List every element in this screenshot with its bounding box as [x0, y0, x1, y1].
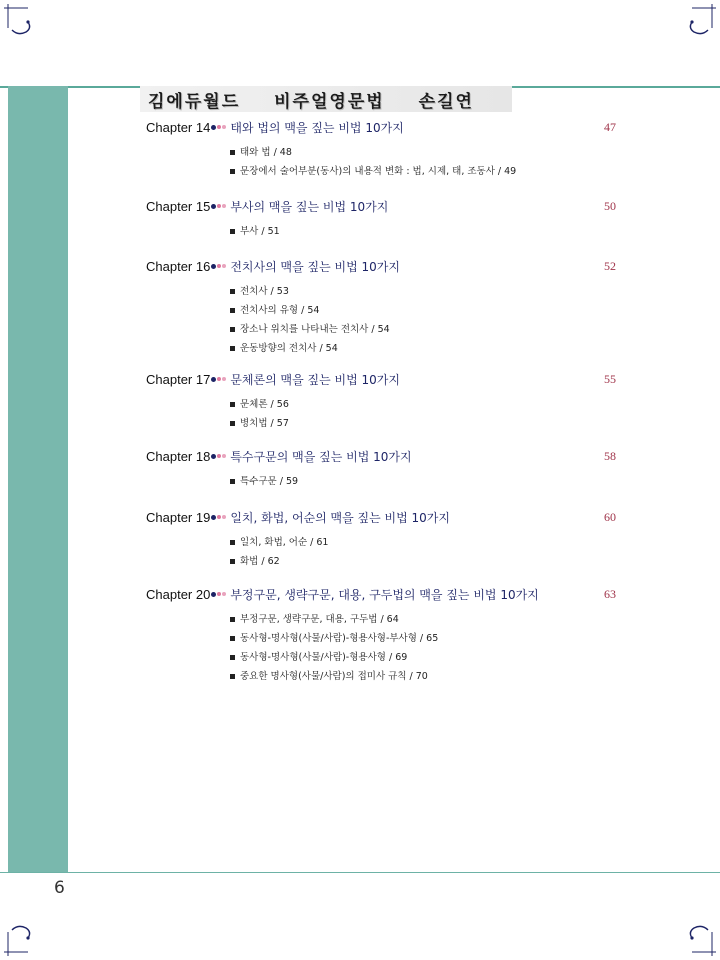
toc-item[interactable]: 부정구문, 생략구문, 대용, 구두법 / 64: [230, 610, 616, 629]
bullet-dots-icon: [211, 125, 227, 130]
corner-ornament-bottom-right: [678, 918, 718, 958]
chapter-page-number: 55: [604, 372, 616, 386]
square-bullet-icon: [230, 150, 235, 155]
bullet-dots-icon: [211, 515, 227, 520]
chapter-title[interactable]: 일치, 화법, 어순의 맥을 짚는 비법 10가지: [230, 510, 450, 525]
square-bullet-icon: [230, 617, 235, 622]
chapter-15: [146, 197, 616, 241]
square-bullet-icon: [230, 308, 235, 313]
chapter-20: [146, 585, 616, 686]
page-number: 6: [54, 878, 65, 898]
toc-item[interactable]: 일치, 화법, 어순 / 61: [230, 533, 616, 552]
square-bullet-icon: [230, 674, 235, 679]
bullet-dots-icon: [211, 264, 227, 269]
chapter-page-number: 63: [604, 587, 616, 601]
chapter-label: Chapter 19: [146, 509, 211, 525]
chapter-18: [146, 447, 616, 491]
bottom-rule: [0, 872, 720, 873]
square-bullet-icon: [230, 540, 235, 545]
chapter-title[interactable]: 부정구문, 생략구문, 대용, 구두법의 맥을 짚는 비법 10가지: [230, 587, 539, 602]
toc-item[interactable]: 태와 법 / 48: [230, 143, 616, 162]
square-bullet-icon: [230, 559, 235, 564]
toc-item[interactable]: 전치사 / 53: [230, 282, 616, 301]
chapter-title[interactable]: 특수구문의 맥을 짚는 비법 10가지: [230, 449, 412, 464]
toc-item[interactable]: 특수구문 / 59: [230, 472, 616, 491]
toc-item[interactable]: 동사형-명사형(사물/사람)-형용사형 / 69: [230, 648, 616, 667]
bullet-dots-icon: [211, 454, 227, 459]
chapter-label: Chapter 16: [146, 258, 211, 274]
toc-item[interactable]: 전치사의 유형 / 54: [230, 301, 616, 320]
chapter-page-number: 52: [604, 259, 616, 273]
chapter-label: Chapter 20: [146, 586, 211, 602]
toc-item[interactable]: 화법 / 62: [230, 552, 616, 571]
chapter-19: [146, 508, 616, 571]
toc-item[interactable]: 문체론 / 56: [230, 395, 616, 414]
corner-ornament-top-right: [678, 2, 718, 42]
chapter-label: Chapter 15: [146, 198, 211, 214]
square-bullet-icon: [230, 636, 235, 641]
chapter-page-number: 50: [604, 199, 616, 213]
corner-ornament-top-left: [2, 2, 42, 42]
square-bullet-icon: [230, 169, 235, 174]
corner-ornament-bottom-left: [2, 918, 42, 958]
chapter-label: Chapter 14: [146, 119, 211, 135]
toc-item[interactable]: 운동방향의 전치사 / 54: [230, 339, 616, 358]
toc-item[interactable]: 문장에서 술어부분(동사)의 내용적 변화 : 법, 시제, 태, 조동사 / 49: [230, 162, 616, 181]
banner-book-title: 비주얼영문법: [274, 91, 385, 112]
chapter-title[interactable]: 문체론의 맥을 짚는 비법 10가지: [230, 372, 400, 387]
square-bullet-icon: [230, 479, 235, 484]
header-banner: [140, 86, 512, 112]
teal-sidebar: [8, 86, 68, 872]
chapter-14: [146, 118, 616, 181]
chapter-17: [146, 370, 616, 433]
toc-item[interactable]: 장소나 위치를 나타내는 전치사 / 54: [230, 320, 616, 339]
chapter-page-number: 60: [604, 510, 616, 524]
chapter-16: [146, 257, 616, 358]
square-bullet-icon: [230, 229, 235, 234]
square-bullet-icon: [230, 421, 235, 426]
chapter-label: Chapter 18: [146, 448, 211, 464]
toc-item[interactable]: 부사 / 51: [230, 222, 616, 241]
chapter-page-number: 47: [604, 120, 616, 134]
square-bullet-icon: [230, 655, 235, 660]
banner-publisher: 김에듀월드: [148, 91, 241, 112]
square-bullet-icon: [230, 346, 235, 351]
square-bullet-icon: [230, 289, 235, 294]
toc-item[interactable]: 병치법 / 57: [230, 414, 616, 433]
toc-item[interactable]: 중요한 명사형(사물/사람)의 접미사 규칙 / 70: [230, 667, 616, 686]
chapter-page-number: 58: [604, 449, 616, 463]
bullet-dots-icon: [211, 592, 227, 597]
bullet-dots-icon: [211, 204, 227, 209]
square-bullet-icon: [230, 402, 235, 407]
chapter-title[interactable]: 태와 법의 맥을 짚는 비법 10가지: [230, 120, 404, 135]
toc-item[interactable]: 동사형-명사형(사물/사람)-형용사형-부사형 / 65: [230, 629, 616, 648]
chapter-title[interactable]: 부사의 맥을 짚는 비법 10가지: [230, 199, 389, 214]
bullet-dots-icon: [211, 377, 227, 382]
chapter-title[interactable]: 전치사의 맥을 짚는 비법 10가지: [230, 259, 400, 274]
chapter-label: Chapter 17: [146, 371, 211, 387]
banner-author: 손길연: [418, 91, 474, 112]
square-bullet-icon: [230, 327, 235, 332]
